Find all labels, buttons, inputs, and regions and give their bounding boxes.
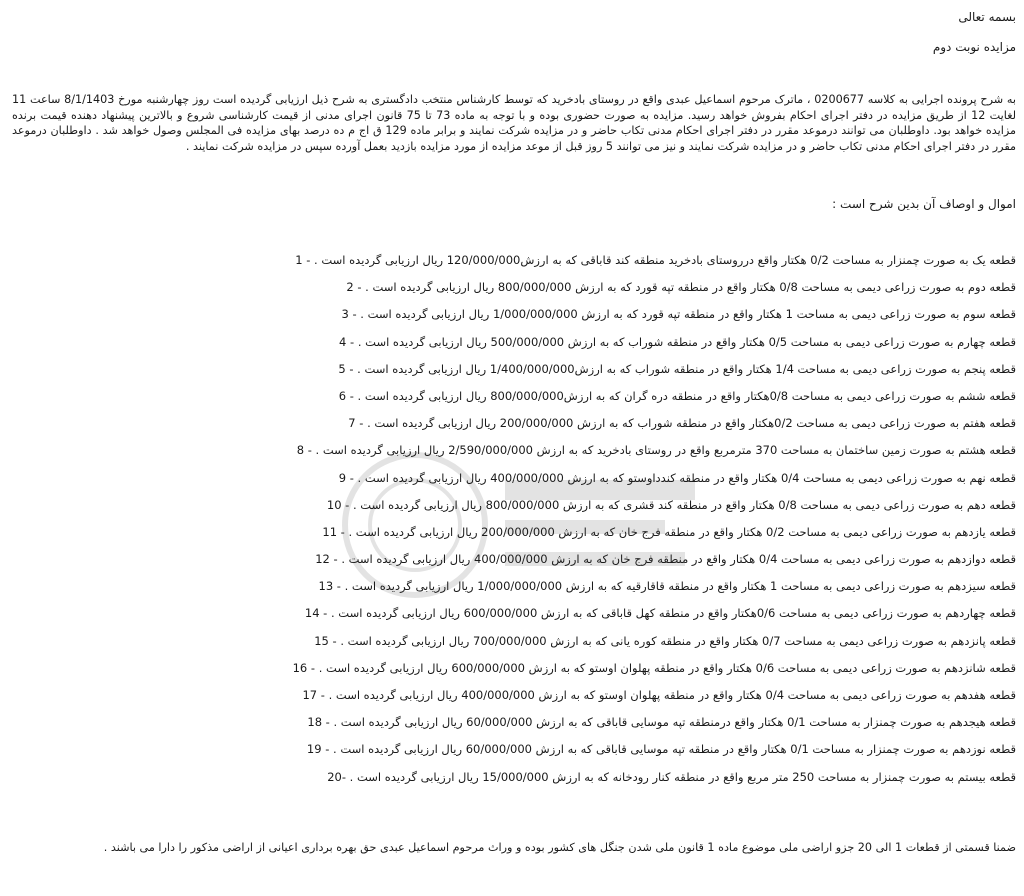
footer-note: ضمنا قسمتی از قطعات 1 الی 20 جزو اراضی ملی موضوع ماده 1 قانون ملی شدن جنگل های کشور بوده و وراث مرحوم اسماعیل عبدی حق بهره برداری اعیانی از اراضی مذکور را دارا می باشند .: [103, 841, 1016, 854]
property-item: قطعه دوم به صورت زراعی دیمی به مساحت 0/8 هکتار واقع در منطقه تپه قورد که به ارزش 800/000/000 ریال ارزیابی گردیده است . - 2: [346, 280, 1016, 295]
property-item: قطعه هیجدهم به صورت چمنزار به مساحت 0/1 هکتار واقع درمنطقه تپه موسایی قاباقی که به ارزش 60/000/000 ریال ارزیابی گردیده است . - 18: [307, 715, 1016, 730]
property-list-intro: اموال و اوصاف آن بدین شرح است :: [832, 197, 1016, 211]
auction-round-title: مزایده نوبت دوم: [932, 40, 1016, 54]
notice-paragraph: به شرح پرونده اجرایی به کلاسه 0200677 ، ماترک مرحوم اسماعیل عبدی واقع در روستای بادخرید که توسط کارشناس منتخب دادگستری به شرح ذیل ارزیابی گردیده است روز چهارشنبه مورخ 8/1/1403 ساعت 11 لغایت 12 از طریق مزایده در دفتر اجرای احکام بفروش خواهد رسید. مزایده به صورت حضوری بوده و با توجه به ماده 73 تا 75 قانون اجرای مدنی از قیمت کارشناسی شروع و بالاترین پیشنهاد دهنده قیمت برنده مزایده خواهد بود. داوطلبان می توانند درموعد مقرر در دفتر اجرای احکام مدنی تکاب حاضر و در مزایده شرکت نمایند و برابر ماده 129 ق اج م ده درصد بهای مزایده فی المجلس وصول خواهد شد . داوطلبان درموعد مقرر در دفتر اجرای احکام مدنی تکاب حاضر و در مزایده شرکت نمایند و نیز می توانند 5 روز قبل از موعد مزایده از مورد مزایده بازدید بعمل آورده سپس در مزایده شرکت نمایند .: [12, 93, 1016, 153]
property-item: قطعه هفتم به صورت زراعی دیمی به مساحت 0/2هکتار واقع در منطقه شوراب که به ارزش 200/000/000 ریال ارزیابی گردیده است . - 7: [348, 416, 1016, 431]
property-item: قطعه یک به صورت چمنزار به مساحت 0/2 هکتار واقع درروستای بادخرید منطقه کند قاباقی که به ارزش120/000/000 ریال ارزیابی گردیده است . - 1: [295, 253, 1016, 267]
property-item: قطعه یازدهم به صورت زراعی دیمی به مساحت 0/2 هکتار واقع در منطقه فرج خان که به ارزش 200/000/000 ریال ارزیابی گردیده است . - 11: [322, 524, 1016, 539]
property-item: قطعه هفدهم به صورت زراعی دیمی به مساحت 0/4 هکتار واقع در منطقه پهلوان اوستو که به ارزش 400/000/000 ریال ارزیابی گردیده است . - 17: [302, 688, 1016, 702]
property-item: قطعه بیستم به صورت چمنزار به مساحت 250 متر مربع واقع در منطقه کنار رودخانه که به ارزش 15/000/000 ریال ارزیابی گردیده است . -20: [327, 769, 1016, 784]
property-item: قطعه هشتم به صورت زمین ساختمان به مساحت 370 مترمربع واقع در روستای بادخرید که به ارزش 2/590/000/000 ریال ارزیابی گردیده است . - 8: [296, 443, 1016, 458]
property-list: [16, 253, 1016, 797]
property-item: قطعه نوزدهم به صورت چمنزار به مساحت 0/1 هکتار واقع در منطقه تپه موسایی قاباقی که به ارزش 60/000/000 ریال ارزیابی گردیده است . - 19: [306, 742, 1016, 757]
basmala-heading: بسمه تعالی: [958, 10, 1016, 24]
property-item: قطعه دهم به صورت زراعی دیمی به مساحت 0/8 هکتار واقع در منطقه کند قشری که به ارزش 800/000/000 ریال ارزیابی گردیده است . - 10: [326, 497, 1016, 512]
property-item: قطعه ششم به صورت زراعی دیمی به مساحت 0/8هکتار واقع در منطقه دره گران که به ارزش800/000/000 ریال ارزیابی گردیده است . - 6: [338, 388, 1016, 403]
property-item: قطعه چهارم به صورت زراعی دیمی به مساحت 0/5 هکتار واقع در منطقه شوراب که به ارزش 500/000/000 ریال ارزیابی گردیده است . - 4: [339, 334, 1016, 349]
property-item: قطعه دوازدهم به صورت زراعی دیمی به مساحت 0/4 هکتار واقع در منطقه فرج خان که به ارزش 400/000/000 ریال ارزیابی گردیده است . - 12: [315, 552, 1016, 567]
property-item: قطعه شانزدهم به صورت زراعی دیمی به مساحت 0/6 هکتار واقع در منطقه پهلوان اوستو که به ارزش 600/000/000 ریال ارزیابی گردیده است . - 16: [292, 660, 1016, 675]
property-item: قطعه سوم به صورت زراعی دیمی به مساحت 1 هکتار واقع در منطقه تپه قورد که به ارزش 1/000/000/000 ریال ارزیابی گردیده است . - 3: [341, 307, 1016, 322]
property-item: قطعه نهم به صورت زراعی دیمی به مساحت 0/4 هکتار واقع در منطقه کندداوستو که به ارزش 400/000/000 ریال ارزیابی گردیده است . - 9: [338, 470, 1016, 485]
property-item: قطعه پنجم به صورت زراعی دیمی به مساحت 1/4 هکتار واقع در منطقه شوراب که به ارزش1/400/000/000 ریال ارزیابی گردیده است . - 5: [338, 361, 1016, 376]
property-item: قطعه چهاردهم به صورت زراعی دیمی به مساحت 0/6هکتار واقع در منطقه کهل قاباقی که به ارزش 600/000/000 ریال ارزیابی گردیده است . - 14: [304, 606, 1016, 621]
property-item: قطعه سیزدهم به صورت زراعی دیمی به مساحت 1 هکتار واقع در منطقه قاقارقیه که به ارزش 1/000/000/000 ریال ارزیابی گردیده است . - 13: [318, 579, 1016, 594]
property-item: قطعه پانزدهم به صورت زراعی دیمی به مساحت 0/7 هکتار واقع در منطقه کوره یانی که به ارزش 700/000/000 ریال ارزیابی گردیده است . - 15: [314, 633, 1016, 648]
